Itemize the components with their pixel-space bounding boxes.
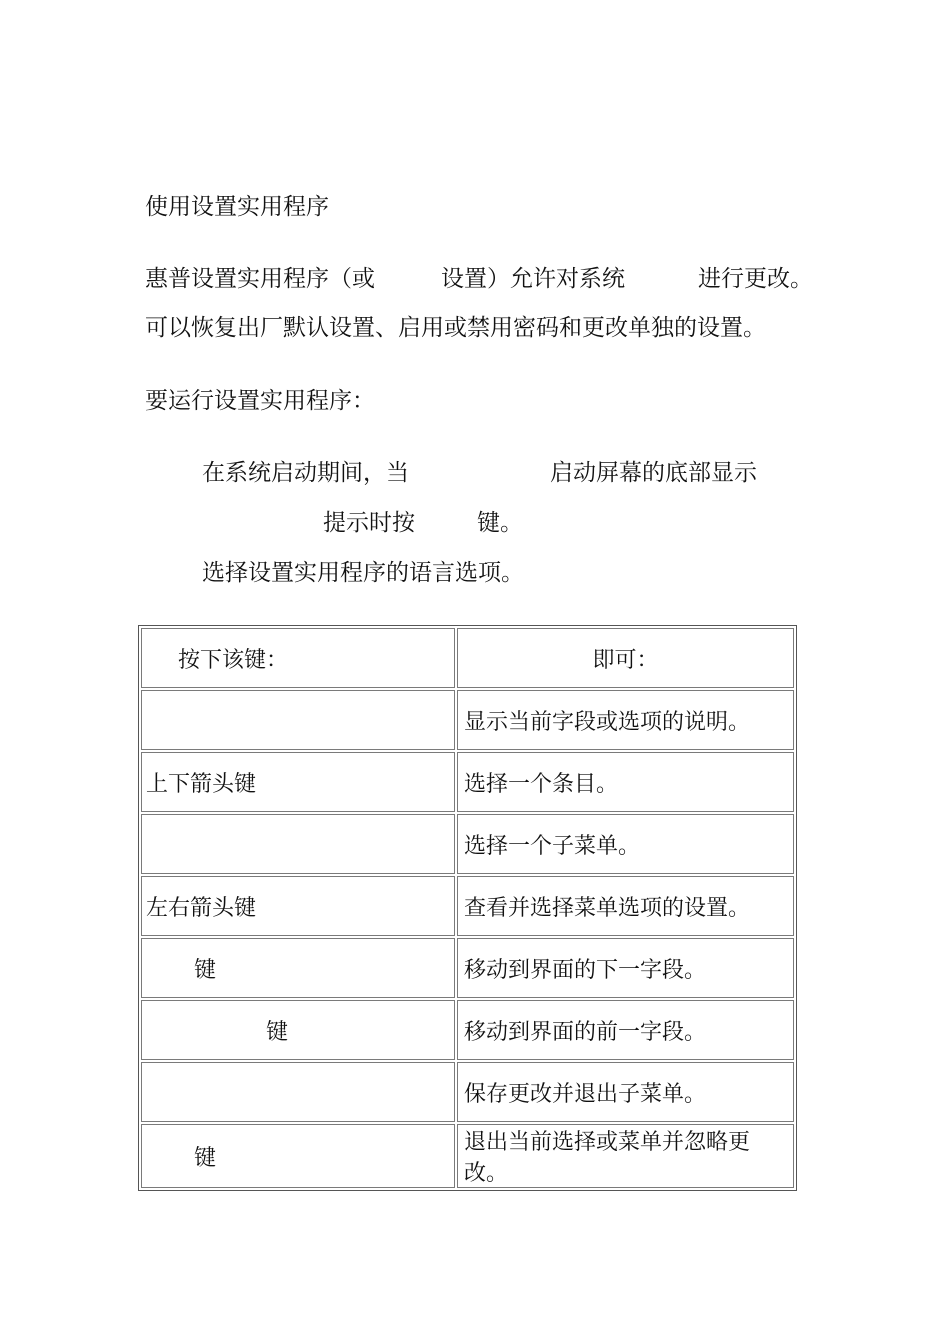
- table-row: [141, 1000, 794, 1060]
- key-cell: 左右箭头键: [141, 876, 455, 936]
- page-heading: 使用设置实用程序: [145, 194, 329, 220]
- header-key-cell: 按下该键：: [141, 628, 455, 688]
- action-cell: 显示当前字段或选项的说明。: [457, 690, 794, 750]
- intro-text-part2: 设置）允许对系统: [441, 266, 625, 292]
- intro-paragraph-line2: 可以恢复出厂默认设置、启用或禁用密码和更改单独的设置。: [145, 315, 766, 341]
- intro-text-part1: 惠普设置实用程序（或: [145, 266, 375, 292]
- key-cell: 键: [141, 938, 455, 998]
- action-cell: 保存更改并退出子菜单。: [457, 1062, 794, 1122]
- step-2: 选择设置实用程序的语言选项。: [202, 560, 524, 586]
- action-cell: 移动到界面的前一字段。: [457, 1000, 794, 1060]
- key-cell: [141, 814, 455, 874]
- key-cell: 上下箭头键: [141, 752, 455, 812]
- table-row: [141, 938, 794, 998]
- step-1-part3: 提示时按: [323, 510, 415, 536]
- table-row: [141, 1124, 794, 1188]
- key-function-table: [138, 625, 797, 1191]
- key-cell: 键: [141, 1000, 455, 1060]
- table-row: [141, 752, 794, 812]
- action-cell: 退出当前选择或菜单并忽略更改。: [457, 1124, 794, 1188]
- table-row: [141, 876, 794, 936]
- header-action-cell: 即可：: [457, 628, 794, 688]
- action-cell: 移动到界面的下一字段。: [457, 938, 794, 998]
- step-1-part2: 启动屏幕的底部显示: [550, 460, 757, 486]
- table-row: [141, 1062, 794, 1122]
- step-1-part4: 键。: [477, 510, 523, 536]
- key-cell: [141, 690, 455, 750]
- table-header-row: [141, 628, 794, 688]
- key-cell: 键: [141, 1124, 455, 1188]
- intro-text-part3: 进行更改。: [698, 266, 813, 292]
- step-1-line2: [323, 508, 623, 538]
- intro-paragraph-line1: [145, 264, 845, 294]
- action-cell: 查看并选择菜单选项的设置。: [457, 876, 794, 936]
- step-1-line1: [202, 458, 802, 488]
- action-cell: 选择一个子菜单。: [457, 814, 794, 874]
- run-setup-heading: 要运行设置实用程序：: [145, 388, 375, 414]
- table-row: [141, 690, 794, 750]
- table-row: [141, 814, 794, 874]
- action-cell: 选择一个条目。: [457, 752, 794, 812]
- key-cell: [141, 1062, 455, 1122]
- step-1-part1: 在系统启动期间，当: [202, 460, 409, 486]
